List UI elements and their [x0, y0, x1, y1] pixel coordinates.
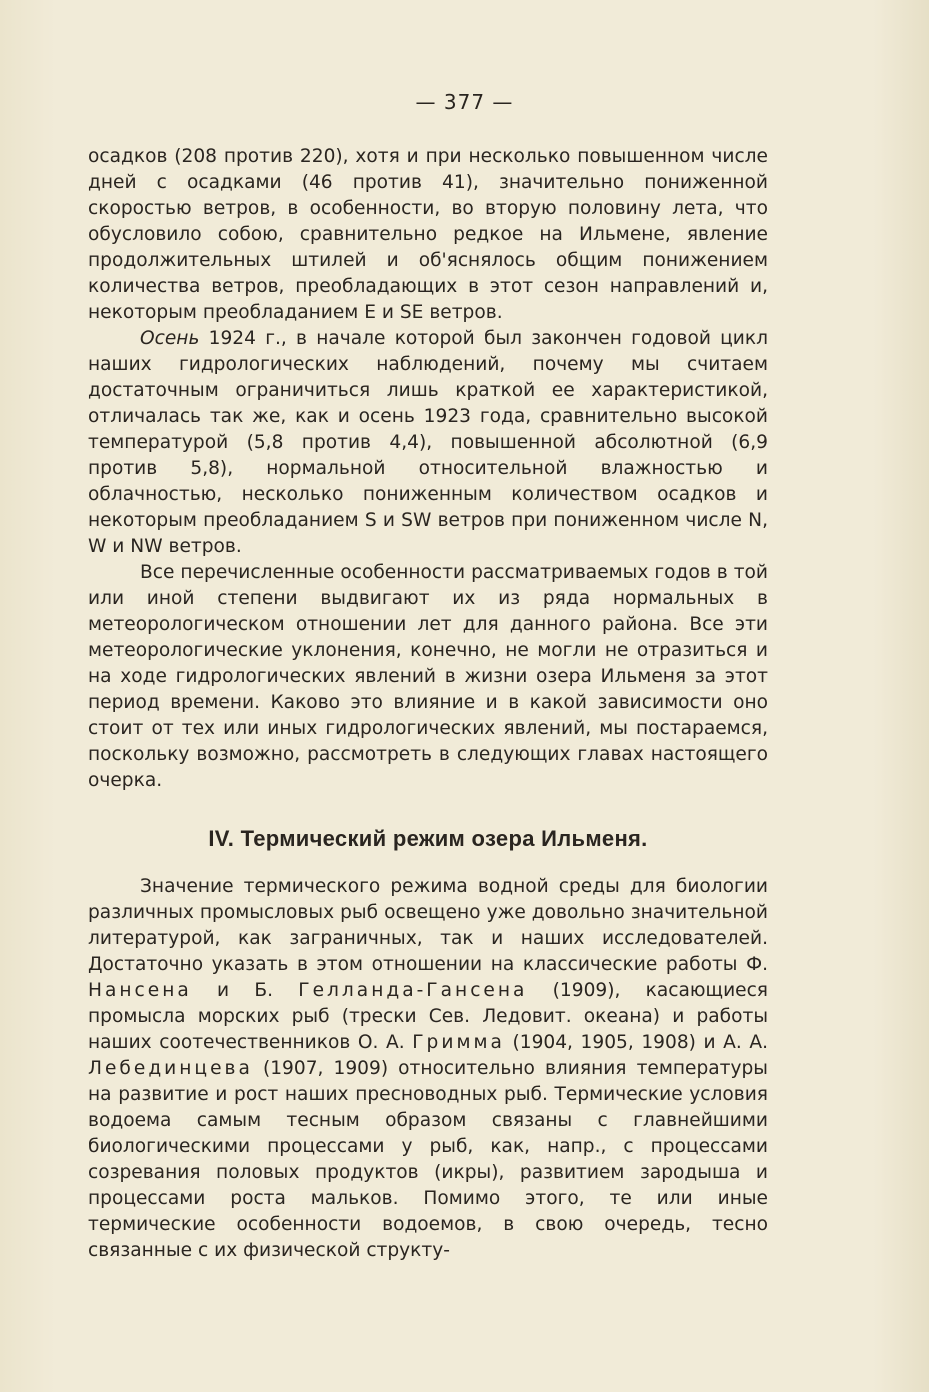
author-name: Лебединцева: [88, 1058, 253, 1079]
paragraph-text: Значение термического режима водной среды для биологии различных промысловых рыб освещено уже довольно значительной литературой, как заграничных, так и наших исследователей. Достаточно указать в этом отношении на классические работы Ф.: [88, 876, 768, 975]
text-block-top: [88, 144, 768, 794]
paragraph: осадков (208 против 220), хотя и при несколько повышенном числе дней с осадками (46 против 41), значительно пониженной скоростью ветров, в особенности, во вторую половину лета, что обусловило собою, сравнительно редкое на Ильмене, явление продолжительных штилей и об'яснялось общим понижением количества ветров, преобладающих в этот сезон направлений и, некоторым преобладанием E и SE ветров.: [88, 146, 768, 323]
section-heading: IV. Термический режим озера Ильменя.: [208, 826, 648, 851]
page-number: — 377 —: [415, 90, 514, 114]
paragraph: Все перечисленные особенности рассматриваемых годов в той или иной степени выдвигают их из ряда нормальных в метеорологическом отношении лет для данного района. Все эти метеорологические уклонения, конечно, не могли не отразиться и на ходе гидрологических явлений в жизни озера Ильменя за этот период времени. Каково это влияние и в какой зависимости оно стоит от тех или иных гидрологических явлений, мы постараемся, поскольку возможно, рассмотреть в следующих главах настоящего очерка.: [88, 562, 768, 791]
paragraph-text: (1909), касающиеся промысла морских рыб (трески Сев. Ледовит. океана) и работы наших соотечественников О. А.: [88, 980, 768, 1053]
text-block-bottom: [88, 874, 768, 1264]
italic-lead: Осень: [140, 328, 200, 349]
author-name: Нансена: [88, 980, 192, 1001]
paragraph: [88, 326, 768, 560]
paragraph: [88, 874, 768, 1264]
author-name: Гримма: [412, 1032, 505, 1053]
author-name: Гелланда-Гансена: [298, 980, 528, 1001]
paragraph-text: (1904, 1905, 1908) и А. А.: [504, 1032, 768, 1053]
paragraph-text: и Б.: [191, 980, 299, 1001]
paragraph-text: 1924 г., в начале которой был закончен годовой цикл наших гидрологических наблюдений, почему мы считаем достаточным ограничиться лишь краткой ее характеристикой, отличалась так же, как и осень 1923 года, сравнительно высокой температурой (5,8 против 4,4), повышенной абсолютной (6,9 против 5,8), нормальной относительной влажностью и облачностью, несколько пониженным количеством осадков и некоторым преобладанием S и SW ветров при пониженном числе N, W и NW ветров.: [88, 328, 768, 557]
paragraph-text: (1907, 1909) относительно влияния температуры на развитие и рост наших пресноводных рыб. Термические условия водоема самым тесным образом связаны с главнейшими биологическими процессами у рыб, как, напр., с процессами созревания половых продуктов (икры), развитием зародыша и процессами роста мальков. Помимо этого, те или иные термические особенности водоемов, в свою очередь, тесно связанные с их физической структу-: [88, 1058, 768, 1261]
